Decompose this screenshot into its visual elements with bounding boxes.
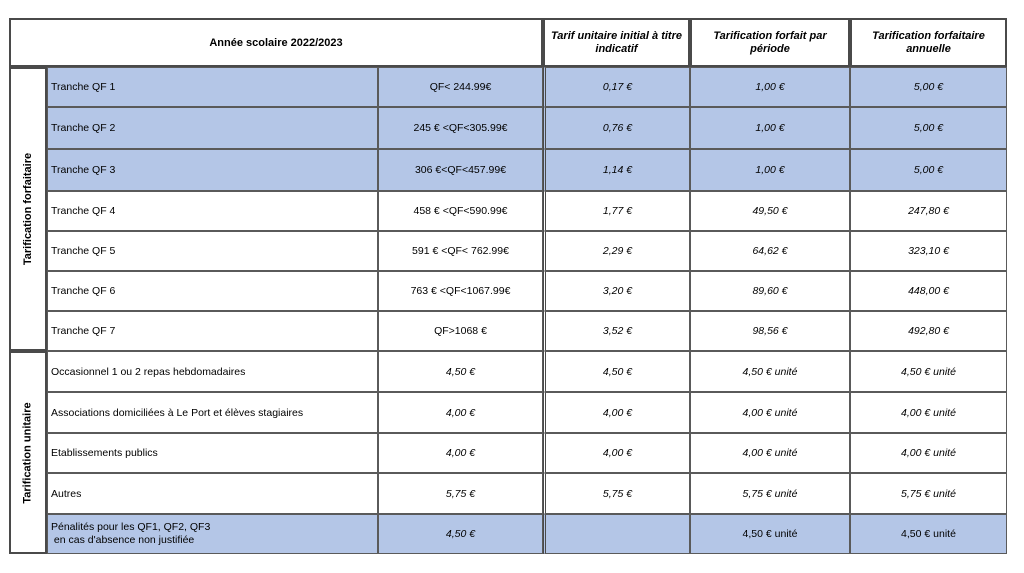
row-qf-range: 458 € <QF<590.99€	[378, 191, 543, 231]
header-period-price: Tarification forfait par période	[690, 18, 850, 67]
row-period-price: 1,00 €	[690, 107, 850, 149]
row-annual-price: 5,00 €	[850, 67, 1007, 107]
row-qf-range: 306 €<QF<457.99€	[378, 149, 543, 191]
penalty-label	[47, 514, 378, 554]
row-annual-price: 4,50 € unité	[850, 351, 1007, 392]
row-qf-range: QF>1068 €	[378, 311, 543, 351]
row-unit-price: 2,29 €	[543, 231, 690, 271]
row-label: Autres	[47, 473, 378, 514]
header-year: Année scolaire 2022/2023	[9, 18, 543, 67]
row-period-price: 4,50 € unité	[690, 351, 850, 392]
row-unit-price: 0,17 €	[543, 67, 690, 107]
tariff-table	[9, 18, 1007, 553]
penalty-label-line1: Pénalités pour les QF1, QF2, QF3	[51, 521, 211, 533]
row-label: Occasionnel 1 ou 2 repas hebdomadaires	[47, 351, 378, 392]
row-qf-range: QF< 244.99€	[378, 67, 543, 107]
row-period-price: 1,00 €	[690, 67, 850, 107]
penalty-unit-price	[543, 514, 690, 554]
penalty-label-line2: en cas d'absence non justifiée	[51, 534, 195, 546]
row-unit-price: 4,50 €	[543, 351, 690, 392]
row-base-price: 4,00 €	[378, 433, 543, 473]
row-annual-price: 5,00 €	[850, 149, 1007, 191]
row-annual-price: 4,00 € unité	[850, 392, 1007, 433]
row-annual-price: 4,00 € unité	[850, 433, 1007, 473]
row-annual-price: 323,10 €	[850, 231, 1007, 271]
row-period-price: 1,00 €	[690, 149, 850, 191]
row-label: Tranche QF 7	[47, 311, 378, 351]
row-period-price: 5,75 € unité	[690, 473, 850, 514]
row-unit-price: 1,77 €	[543, 191, 690, 231]
row-period-price: 64,62 €	[690, 231, 850, 271]
row-label: Etablissements publics	[47, 433, 378, 473]
row-unit-price: 0,76 €	[543, 107, 690, 149]
penalty-annual-price: 4,50 € unité	[850, 514, 1007, 554]
row-annual-price: 492,80 €	[850, 311, 1007, 351]
row-label: Tranche QF 5	[47, 231, 378, 271]
group-unitaire	[9, 351, 47, 554]
header-annual-price: Tarification forfaitaire annuelle	[850, 18, 1007, 67]
row-period-price: 89,60 €	[690, 271, 850, 311]
row-unit-price: 3,52 €	[543, 311, 690, 351]
row-unit-price: 3,20 €	[543, 271, 690, 311]
row-period-price: 98,56 €	[690, 311, 850, 351]
row-base-price: 5,75 €	[378, 473, 543, 514]
row-label: Tranche QF 6	[47, 271, 378, 311]
row-annual-price: 247,80 €	[850, 191, 1007, 231]
row-period-price: 4,00 € unité	[690, 392, 850, 433]
row-period-price: 49,50 €	[690, 191, 850, 231]
row-label: Tranche QF 1	[47, 67, 378, 107]
row-base-price: 4,00 €	[378, 392, 543, 433]
row-qf-range: 591 € <QF< 762.99€	[378, 231, 543, 271]
group-forfait	[9, 67, 47, 351]
row-annual-price: 5,75 € unité	[850, 473, 1007, 514]
row-unit-price: 1,14 €	[543, 149, 690, 191]
penalty-base-price: 4,50 €	[378, 514, 543, 554]
group-forfait-label: Tarification forfaitaire	[22, 152, 35, 266]
row-label: Tranche QF 3	[47, 149, 378, 191]
row-label: Tranche QF 2	[47, 107, 378, 149]
header-unit-price: Tarif unitaire initial à titre indicatif	[543, 18, 690, 67]
group-unitaire-label: Tarification unitaire	[22, 401, 35, 504]
row-label: Associations domiciliées à Le Port et élèves stagiaires	[47, 392, 378, 433]
row-annual-price: 448,00 €	[850, 271, 1007, 311]
row-base-price: 4,50 €	[378, 351, 543, 392]
row-unit-price: 4,00 €	[543, 392, 690, 433]
row-qf-range: 763 € <QF<1067.99€	[378, 271, 543, 311]
row-period-price: 4,00 € unité	[690, 433, 850, 473]
row-annual-price: 5,00 €	[850, 107, 1007, 149]
row-label: Tranche QF 4	[47, 191, 378, 231]
row-qf-range: 245 € <QF<305.99€	[378, 107, 543, 149]
penalty-period-price: 4,50 € unité	[690, 514, 850, 554]
row-unit-price: 4,00 €	[543, 433, 690, 473]
row-unit-price: 5,75 €	[543, 473, 690, 514]
